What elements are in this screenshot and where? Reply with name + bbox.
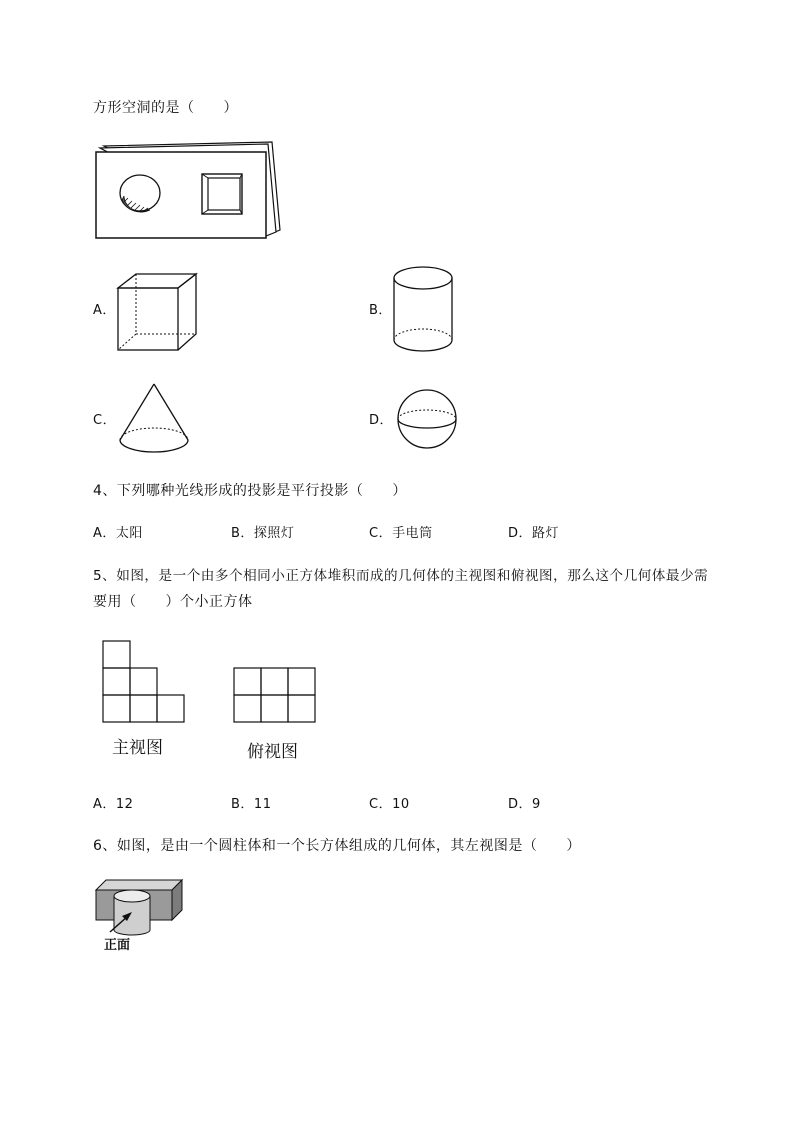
top-view-grid <box>233 667 317 724</box>
cube-icon <box>114 270 200 354</box>
q5-option-b[interactable]: B．11 <box>231 797 272 812</box>
q4-option-c[interactable]: C．手电筒 <box>369 526 433 541</box>
q3-option-a-letter[interactable]: A． <box>93 303 116 318</box>
q4-stem: 4、下列哪种光线形成的投影是平行投影（ ） <box>93 483 407 499</box>
q6-stem: 6、如图，是由一个圆柱体和一个长方体组成的几何体，其左视图是（ ） <box>93 838 581 854</box>
q4-option-d[interactable]: D．路灯 <box>508 526 560 541</box>
q4-option-a[interactable]: A．太阳 <box>93 526 143 541</box>
front-view-grid <box>102 640 186 724</box>
board-with-holes-figure <box>94 138 284 242</box>
cone-icon <box>116 380 192 460</box>
q3-option-d-letter[interactable]: D． <box>369 413 394 428</box>
sphere-icon <box>394 386 460 452</box>
q3-option-b-letter[interactable]: B． <box>369 303 392 318</box>
top-view-caption: 俯视图 <box>247 742 298 762</box>
q5-stem-line1: 5、如图，是一个由多个相同小正方体堆积而成的几何体的主视图和俯视图，那么这个几何体最少需 <box>93 568 709 584</box>
q3-option-c-letter[interactable]: C． <box>93 413 117 428</box>
front-view-caption: 主视图 <box>112 738 163 758</box>
q5-option-a[interactable]: A．12 <box>93 797 134 812</box>
front-direction-label: 正面 <box>104 938 131 953</box>
cylinder-on-box-figure <box>94 876 186 936</box>
q5-option-c[interactable]: C．10 <box>369 797 410 812</box>
q3-stem-tail: 方形空洞的是（ ） <box>93 100 238 116</box>
q5-option-d[interactable]: D．9 <box>508 797 541 812</box>
q4-option-b[interactable]: B．探照灯 <box>231 526 295 541</box>
cylinder-icon <box>390 264 456 356</box>
q5-stem-line2: 要用（ ）个小正方体 <box>93 594 253 610</box>
